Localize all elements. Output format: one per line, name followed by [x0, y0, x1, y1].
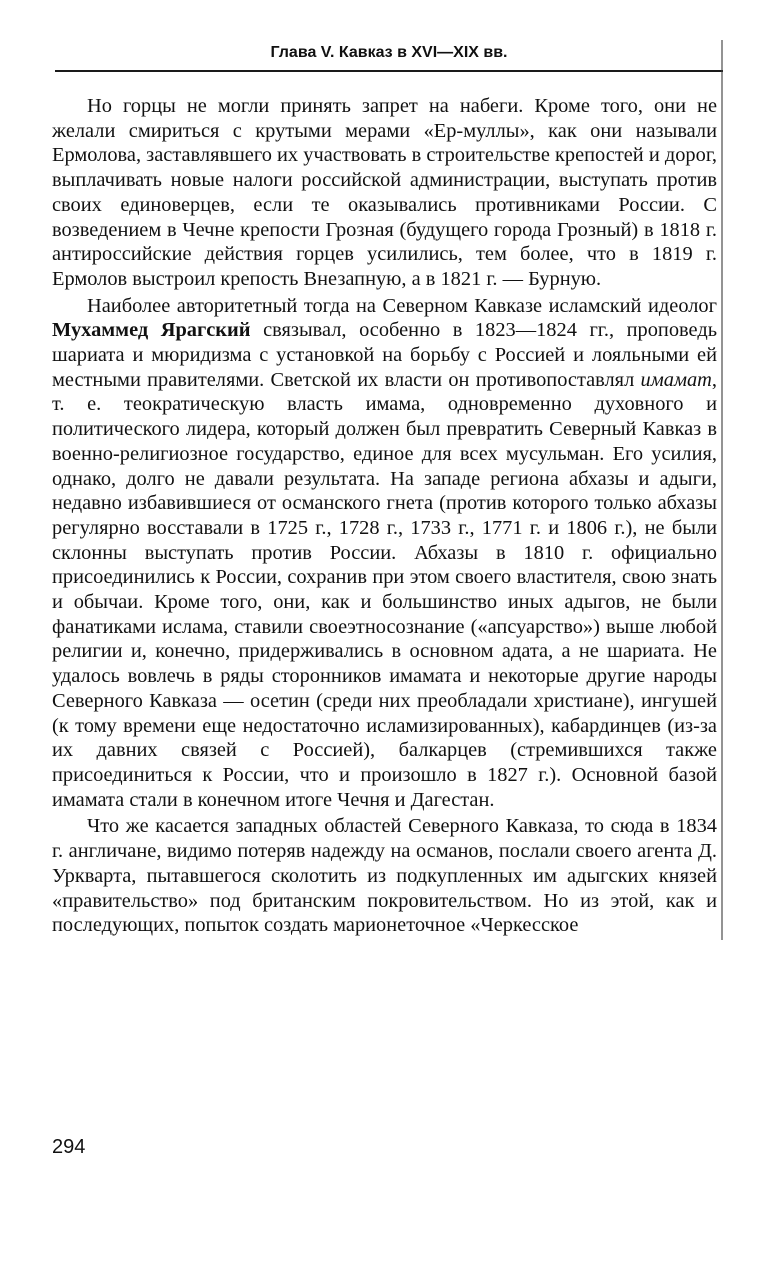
running-head: Глава V. Кавказ в XVI—XIX вв. — [270, 44, 508, 61]
paragraph-2-text-b: связывал, особенно в 1823—1824 гг., проповедь шариата и мюридизма с установкой на борьбу с Россией и лояльными ей местными правителями. Светской их власти он противопоставлял — [52, 319, 717, 391]
bold-name: Мухаммед Ярагский — [52, 319, 251, 342]
page-number: 294 — [52, 1136, 86, 1158]
page-edge-shadow — [721, 40, 723, 940]
paragraph-3: Что же касается западных областей Северного Кавказа, то сюда в 1834 г. англичане, видимо потеряв надежду на османов, послали своего агента Д. Уркварта, пытавшегося сколотить из подкупленных им адыгских князей «правительство» под британским покровительством. Но из этой, как и последующих, попыток создать марионеточное «Черкесское — [52, 815, 717, 937]
header-rule — [55, 70, 723, 72]
paragraph-1: Но горцы не могли принять запрет на набеги. Кроме того, они не желали смириться с крутыми мерами «Ер-муллы», как они называли Ермолова, заставлявшего их участвовать в строительстве крепостей и дорог, выплачивать новые налоги российской администрации, выступать против своих единоверцев, если те оказывались противниками России. С возведением в Чечне крепости Грозная (будущего города Грозный) в 1818 г. антироссийские действия горцев усилились, тем более, что в 1819 г. Ермолов выстроил крепость Внезапную, а в 1821 г. — Бурную. — [52, 95, 717, 290]
text-body — [52, 94, 717, 938]
paragraph-2-text-c: , т. е. теократическую власть имама, одновременно духовного и политического лидера, который должен был превратить Северный Кавказ в военно-религиозное государство, единое для всех мусульман. Его усилия, однако, долго не давали результата. На западе региона абхазы и адыги, недавно избавившиеся от османского гнета (против которого только абхазы регулярно восставали в 1725 г., 1728 г., 1733 г., 1771 г. и 1806 г.), не были склонны выступать против России. Абхазы в 1810 г. официально присоединились к России, сохранив при этом своего властителя, свою знать и обычаи. Кроме того, они, как и большинство иных адыгов, не были фанатиками ислама, ставили своеэтносознание («апсуарство») выше любой религии и, конечно, придерживались в основном адата, а не шариата. Не удалось вовлечь в ряды сторонников имамата и некоторые другие народы Северного Кавказа — осетин (среди них преобладали христиане), ингушей (к тому времени еще недостаточно исламизированных), кабардинцев (из-за их давних связей с Россией), балкарцев (стремившихся также присоединиться к России, что и произошло в 1827 г.). Основной базой имамата стали в конечном итоге Чечня и Дагестан. — [52, 368, 717, 811]
paragraph-2 — [52, 294, 717, 813]
italic-term: имамат — [640, 368, 712, 391]
paragraph-2-text-a: Наиболее авторитетный тогда на Северном Кавказе исламский идеолог — [87, 294, 717, 317]
